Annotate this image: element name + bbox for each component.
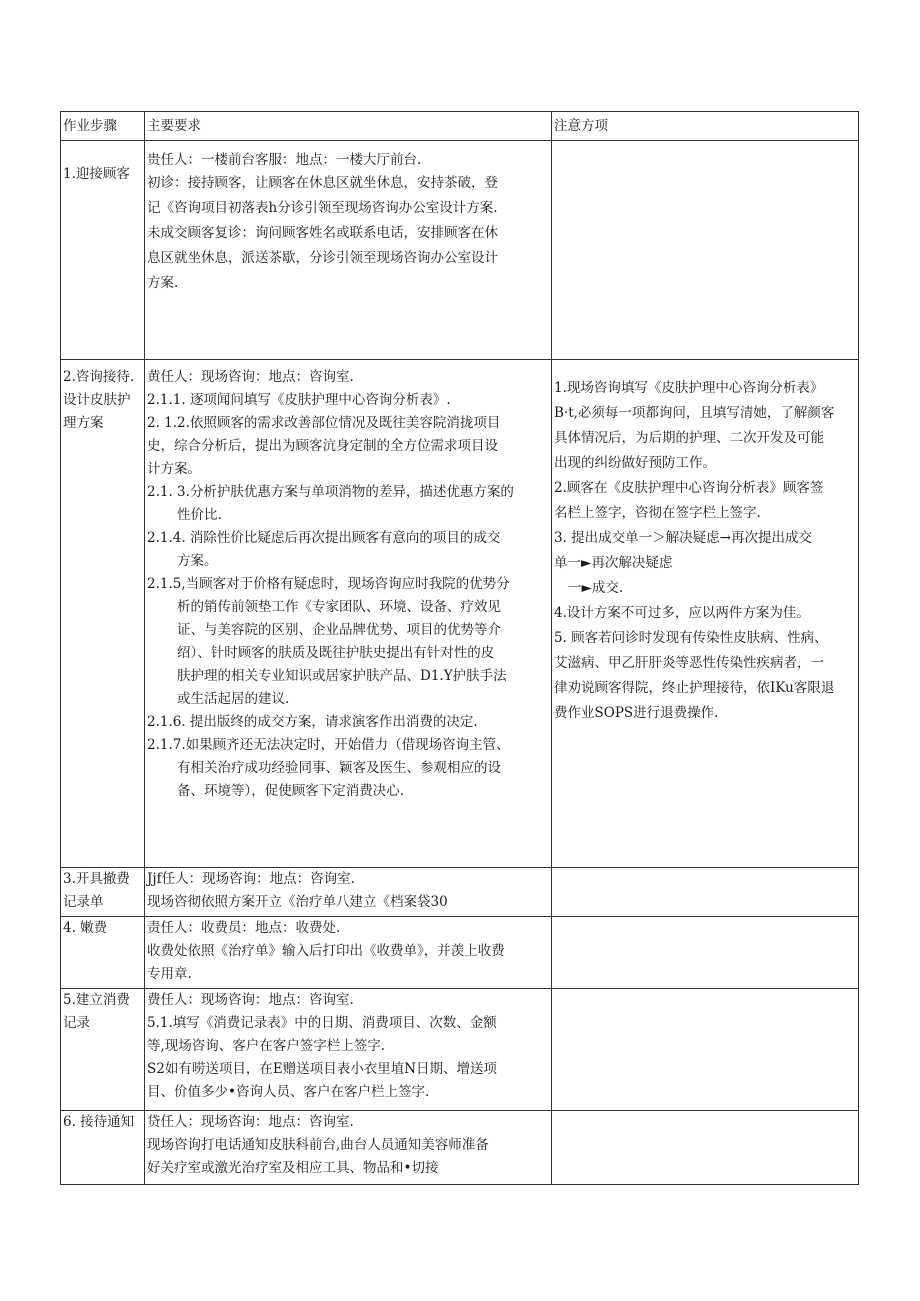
header-step: 作业步骤	[61, 112, 145, 141]
note-cell	[552, 917, 859, 989]
req-line: 专用章.	[147, 966, 192, 982]
req-line: 等,现场咨询、客户在客户签字栏上签字.	[147, 1038, 386, 1054]
req-line: 好关疗室或激光治疗室及相应工具、物品和•切接	[147, 1160, 439, 1176]
note-cell	[552, 141, 859, 360]
req-line: 2.1. 3.分析护肤优惠方案与单项消物的差异，描述优惠方案的	[147, 484, 514, 500]
step-cell	[61, 989, 145, 1111]
requirement-cell	[145, 868, 552, 917]
req-line: 2.1.7.如果顾齐还无法决定时，开始借力（借现场咨询主管、	[147, 737, 510, 753]
req-line: 未成交顾客复诊：询问顾客姓名或联系电话，安排顾客在休	[147, 225, 498, 241]
note-line: B·t,必须每一项都询问，且填写清她，了解颜客	[554, 405, 835, 421]
step-cell	[61, 868, 145, 917]
req-line: 或生活起居的建议.	[177, 691, 290, 707]
step-label: 1.迎接顾客	[63, 166, 130, 182]
step-cell	[61, 360, 145, 868]
req-line: 性价比.	[177, 507, 222, 523]
requirement-cell	[145, 917, 552, 989]
note-line: 律劝说顾客得院，终止护理接待，依IKu客限退	[554, 680, 835, 696]
req-line: 费任人：现场咨询：地点：咨询室.	[147, 992, 354, 1008]
req-line: 初诊：接持顾客，让顾客在休息区就坐休息，安持茶破，登	[147, 175, 498, 191]
step-cell	[61, 1111, 145, 1185]
req-line: 2.1.6. 提出版终的成交方案，请求演客作出消费的决定.	[147, 714, 478, 730]
note-line: 5. 顾客若问诊时发现有传染性皮肤病、性病、	[554, 630, 828, 646]
note-line: 艾滋病、甲乙肝肝炎等恶性传染性疾病者，一	[554, 655, 824, 671]
header-row	[61, 112, 859, 141]
step-cell	[61, 141, 145, 360]
req-line: S2如有唠送项目，在E赠送项目表小衣里埴N日期、增送项	[147, 1061, 498, 1077]
step-label: 6. 接待通知	[63, 1114, 135, 1130]
req-line: 有相关治疗成功经验同事、颖客及医生、参观相应的设	[177, 760, 501, 776]
req-line: 绍）、针时顾客的肤质及既往护肤史提出有针对性的皮	[177, 645, 495, 661]
header-requirement: 主要要求	[145, 112, 552, 141]
req-line: 2. 1.2.依照顾客的需求改善部位情况及既往美容院消拢项目	[147, 415, 501, 431]
req-line: 现场咨询打电话通知皮肤科前台,曲台人员通知美容师准备	[147, 1137, 489, 1153]
requirement-cell	[145, 360, 552, 868]
table-row	[61, 141, 859, 360]
step-label: 3.开具撤费记录单	[63, 871, 130, 910]
note-cell	[552, 989, 859, 1111]
req-line: 计方案。	[147, 461, 201, 477]
note-line: 出现的纠纷做好预防工作。	[554, 455, 716, 471]
requirement-cell	[145, 1111, 552, 1185]
req-line: 肤护理的相关专业知识或居家护肤产品、D1.Y护肤手法	[177, 668, 507, 684]
step-cell	[61, 917, 145, 989]
note-line: 具体情况后，为后期的护理、二次开发及可能	[554, 430, 824, 446]
req-line: 贷任人：现场咨询：地点：咨询室.	[147, 1114, 354, 1130]
step-label: 5.建立消费记录	[63, 992, 130, 1031]
note-line: 3. 提出成交单一＞解决疑虑→再次提出成交	[554, 530, 812, 546]
requirement-cell	[145, 141, 552, 360]
requirement-cell	[145, 989, 552, 1111]
note-line: 1.现场咨询填写《皮肤护理中心咨询分析表》	[554, 380, 824, 396]
note-line: 一►成交.	[568, 580, 624, 596]
req-line: 方案.	[147, 275, 179, 291]
req-line: 2.1.1. 逐项闻问填写《皮肤护理中心咨询分析表》.	[147, 392, 451, 408]
req-line: 证、与美容院的区别、企业品牌优势、项目的优势等介	[177, 622, 501, 638]
table-row	[61, 989, 859, 1111]
req-line: Jjf任人：现场咨询：地点：咨询室.	[147, 871, 355, 887]
req-line: 2.1.4. 消除性价比疑虑后再次提出顾客有意向的项目的成交	[147, 530, 501, 546]
req-line: 记《咨询项目初落表h分诊引领至现场咨询办公室设计方案.	[147, 200, 498, 216]
req-line: 收费处依照《治疗单》输入后打印出《收费单》，并羡上收费	[147, 943, 505, 959]
req-line: 析的销传前领垫工作《专家团队、环境、设备、疗效见	[177, 599, 501, 615]
note-line: 单一►再次解决疑虑	[554, 555, 673, 571]
req-line: 目、价值多少•咨询人员、客户在客户栏上签字.	[147, 1084, 430, 1100]
table-row	[61, 360, 859, 868]
req-line: 备、环境等），促使顾客下定消费决心.	[177, 783, 405, 799]
table-row	[61, 917, 859, 989]
note-line: 4.设计方案不可过多，应以两件方案为佳。	[554, 605, 810, 621]
req-line: 贵任人：一楼前台客服：地点：一楼大厅前台.	[147, 152, 422, 168]
req-line: 5.1.填写《消费记录表》中的日期、消费项目、次数、金额	[147, 1015, 497, 1031]
table-row	[61, 868, 859, 917]
table-row	[61, 1111, 859, 1185]
note-line: 名栏上签字，咨彻在签字栏上签字.	[554, 505, 761, 521]
req-line: 方案。	[177, 553, 218, 569]
step-label: 2.咨询接待.设计皮肤护理方案	[63, 369, 135, 431]
req-line: 史，综合分析后，提出为顾客沆身定制的全方位需求项目设	[147, 438, 498, 454]
step-label: 4. 嫩费	[63, 920, 108, 936]
req-line: 责任人：收费员：地点：收费处.	[147, 920, 341, 936]
note-line: 费作业SOPS进行退费操作.	[554, 705, 719, 721]
note-line: 2.顾客在《皮肤护理中心咨询分析表》顾客签	[554, 480, 824, 496]
header-note: 注意方项	[552, 112, 859, 141]
req-line: 现场咨彻依照方案开立《治疗单八建立《档案袋30	[147, 894, 448, 910]
note-cell	[552, 1111, 859, 1185]
procedure-table	[60, 111, 859, 1185]
req-line: 息区就坐休息，派送茶歇，分诊引领至现场咨询办公室设计	[147, 250, 498, 266]
note-cell	[552, 868, 859, 917]
req-line: 黄任人：现场咨询：地点：咨询室.	[147, 369, 354, 385]
req-line: 2.1.5,当顾客对于价格有疑虑时，现场咨询应时我院的优势分	[147, 576, 510, 592]
note-cell	[552, 360, 859, 868]
